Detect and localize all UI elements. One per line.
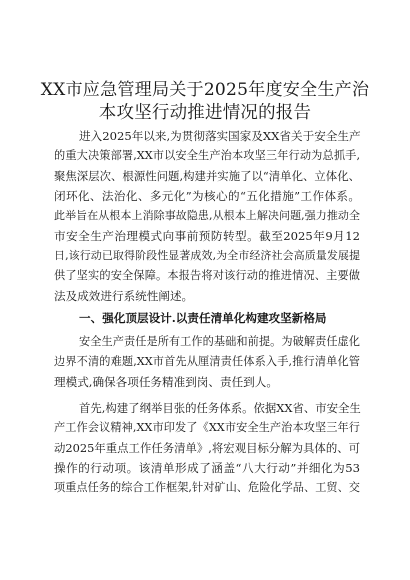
document-title-line-1: XX市应急管理局关于2025年度安全生产治 [40,80,370,100]
paragraph-1-line-2: 的重大决策部署,XX市以安全生产治本攻坚三年行动为总抓手, [54,149,360,162]
paragraph-3-line-3: 动2025年重点工作任务清单》,将宏观目标分解为具体的、可 [54,441,360,455]
paragraph-1-line-8: 供了坚实的安全保障。本报告将对该行动的推进情况、主要做 [54,269,360,282]
paragraph-2-line-3: 理模式,确保各项任务精准到岗、责任到人。 [54,375,278,389]
paragraph-1-line-5: 此举旨在从根本上消除事故隐患,从根本上解决问题,强力推动全 [54,209,360,222]
paragraph-1-line-6: 市安全生产治理模式向事前预防转型。截至2025年9月12 [54,229,360,243]
section-1-heading: 一、强化顶层设计.以责任清单化构建攻坚新格局 [79,311,327,325]
paragraph-3-line-1: 首先,构建了纲举目张的任务体系。依据XX省、市安全生 [79,401,361,415]
paragraph-2-line-2: 边界不清的难题,XX市首先从厘清责任体系入手,推行清单化管 [54,355,360,368]
document-title-line-2: 本攻坚行动推进情况的报告 [98,103,312,123]
paragraph-1-line-3: 聚焦深层次、根源性问题,构建并实施了以“清单化、立体化、 [54,169,360,183]
paragraph-1-line-7: 日,该行动已取得阶段性显著成效,为全市经济社会高质量发展提 [54,249,360,262]
paragraph-3-line-2: 产工作会议精神,XX市印发了《XX市安全生产治本攻坚三年行 [54,421,360,434]
paragraph-1-line-9: 法及成效进行系统性阐述。 [54,289,194,303]
paragraph-2-line-1: 安全生产责任是所有工作的基础和前提。为破解责任虚化 [79,335,360,348]
paragraph-3-line-4: 操作的行动项。该清单形成了涵盖“八大行动”并细化为53 [54,461,360,475]
paragraph-3-line-5: 项重点任务的综合工作框架,针对矿山、危险化学品、工贸、交 [54,481,360,494]
paragraph-1-line-4: 闭环化、法治化、多元化”为核心的“五化措施”工作体系。 [54,189,360,203]
paragraph-1-line-1: 进入2025年以来,为贯彻落实国家及XX省关于安全生产 [79,129,361,143]
